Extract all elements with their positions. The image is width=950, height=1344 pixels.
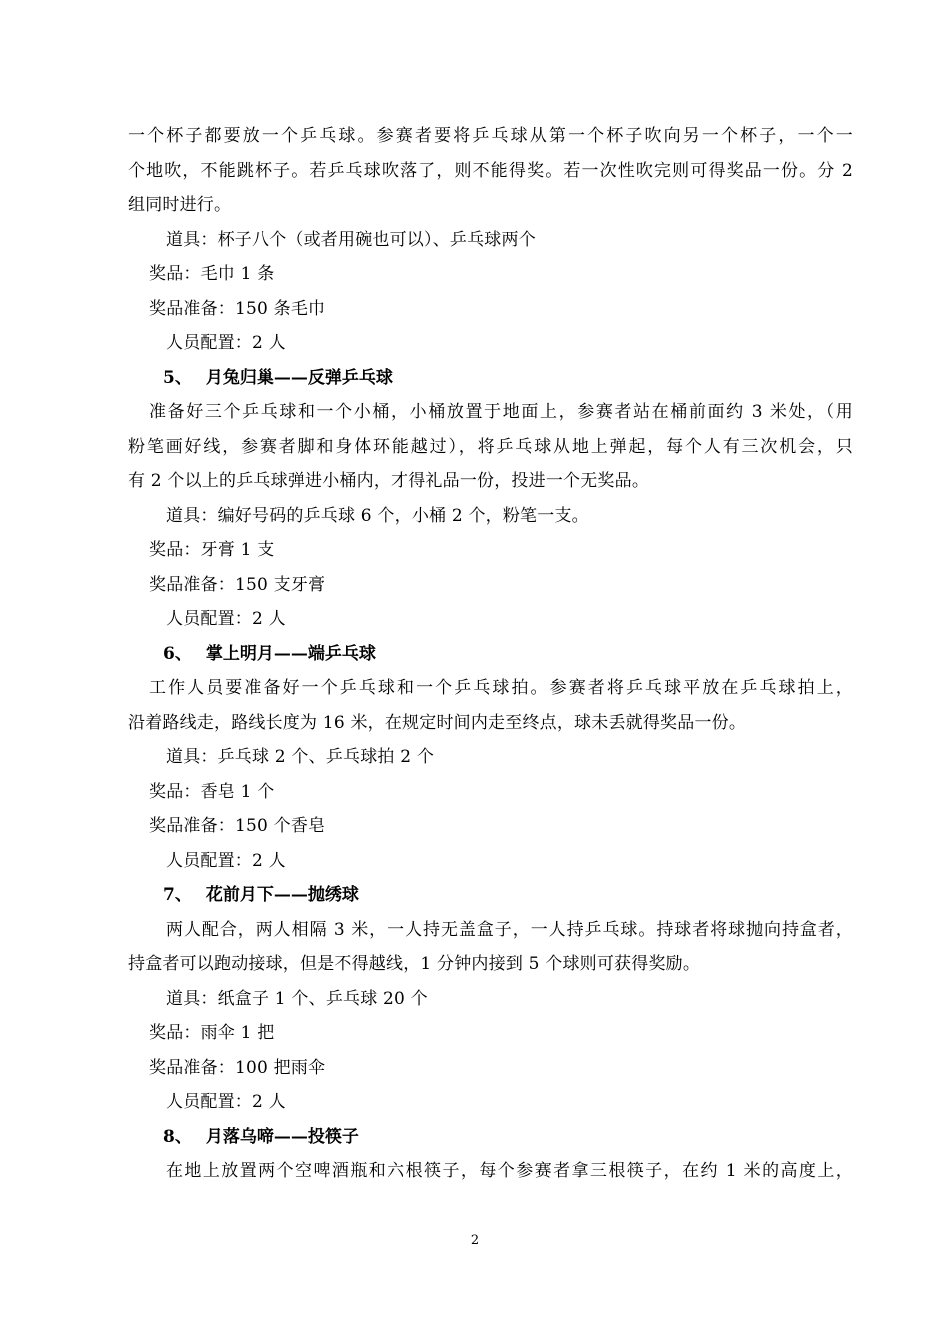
- section-number: 7、: [163, 885, 192, 905]
- paragraph-line: 一个杯子都要放一个乒乓球。参赛者要将乒乓球从第一个杯子吹向另一个杯子，一个一: [128, 126, 853, 146]
- section-title: 月兔归巢——反弹乒乓球: [205, 368, 393, 388]
- section-heading-game7: [163, 883, 359, 907]
- staff-line: 人员配置：2 人: [166, 851, 286, 871]
- section-heading-game6: [163, 642, 376, 666]
- prize-prep-line: 奖品准备：100 把雨伞: [149, 1058, 326, 1078]
- paragraph-line: 在地上放置两个空啤酒瓶和六根筷子，每个参赛者拿三根筷子，在约 1 米的高度上，: [166, 1161, 853, 1181]
- paragraph-line: 沿着路线走，路线长度为 16 米，在规定时间内走至终点，球未丢就得奖品一份。: [128, 713, 747, 733]
- props-line: 道具：杯子八个（或者用碗也可以）、乒乓球两个: [166, 230, 536, 250]
- props-line: 道具：乒乓球 2 个、乒乓球拍 2 个: [166, 747, 435, 767]
- section-number: 5、: [163, 368, 192, 388]
- prize-line: 奖品：毛巾 1 条: [149, 264, 275, 284]
- paragraph-line: 工作人员要准备好一个乒乓球和一个乒乓球拍。参赛者将乒乓球平放在乒乓球拍上，: [149, 678, 853, 698]
- section-title: 花前月下——抛绣球: [205, 885, 359, 905]
- paragraph-line: 个地吹，不能跳杯子。若乒乓球吹落了，则不能得奖。若一次性吹完则可得奖品一份。分 2: [128, 161, 853, 181]
- prize-prep-line: 奖品准备：150 支牙膏: [149, 575, 326, 595]
- prize-line: 奖品：香皂 1 个: [149, 782, 275, 802]
- staff-line: 人员配置：2 人: [166, 1092, 286, 1112]
- prize-prep-line: 奖品准备：150 条毛巾: [149, 299, 326, 319]
- section-heading-game8: [163, 1125, 359, 1149]
- prize-prep-line: 奖品准备：150 个香皂: [149, 816, 326, 836]
- section-heading-game5: [163, 366, 393, 390]
- props-line: 道具：纸盒子 1 个、乒乓球 20 个: [166, 989, 428, 1009]
- section-number: 8、: [163, 1127, 192, 1147]
- paragraph-line: 两人配合，两人相隔 3 米，一人持无盖盒子，一人持乒乓球。持球者将球抛向持盒者，: [166, 920, 853, 940]
- staff-line: 人员配置：2 人: [166, 609, 286, 629]
- staff-line: 人员配置：2 人: [166, 333, 286, 353]
- paragraph-line: 持盒者可以跑动接球，但是不得越线，1 分钟内接到 5 个球则可获得奖励。: [128, 954, 701, 974]
- paragraph-line: 组同时进行。: [128, 195, 232, 215]
- prize-line: 奖品：牙膏 1 支: [149, 540, 275, 560]
- paragraph-line: 有 2 个以上的乒乓球弹进小桶内，才得礼品一份，投进一个无奖品。: [128, 471, 650, 491]
- props-line: 道具：编好号码的乒乓球 6 个，小桶 2 个，粉笔一支。: [166, 506, 589, 526]
- paragraph-line: 粉笔画好线，参赛者脚和身体环能越过），将乒乓球从地上弹起，每个人有三次机会，只: [128, 437, 853, 457]
- paragraph-line: 准备好三个乒乓球和一个小桶，小桶放置于地面上，参赛者站在桶前面约 3 米处，（用: [149, 402, 853, 422]
- prize-line: 奖品：雨伞 1 把: [149, 1023, 275, 1043]
- page-number: 2: [470, 1233, 480, 1248]
- section-number: 6、: [163, 644, 192, 664]
- section-title: 掌上明月——端乒乓球: [205, 644, 376, 664]
- section-title: 月落乌啼——投筷子: [205, 1127, 359, 1147]
